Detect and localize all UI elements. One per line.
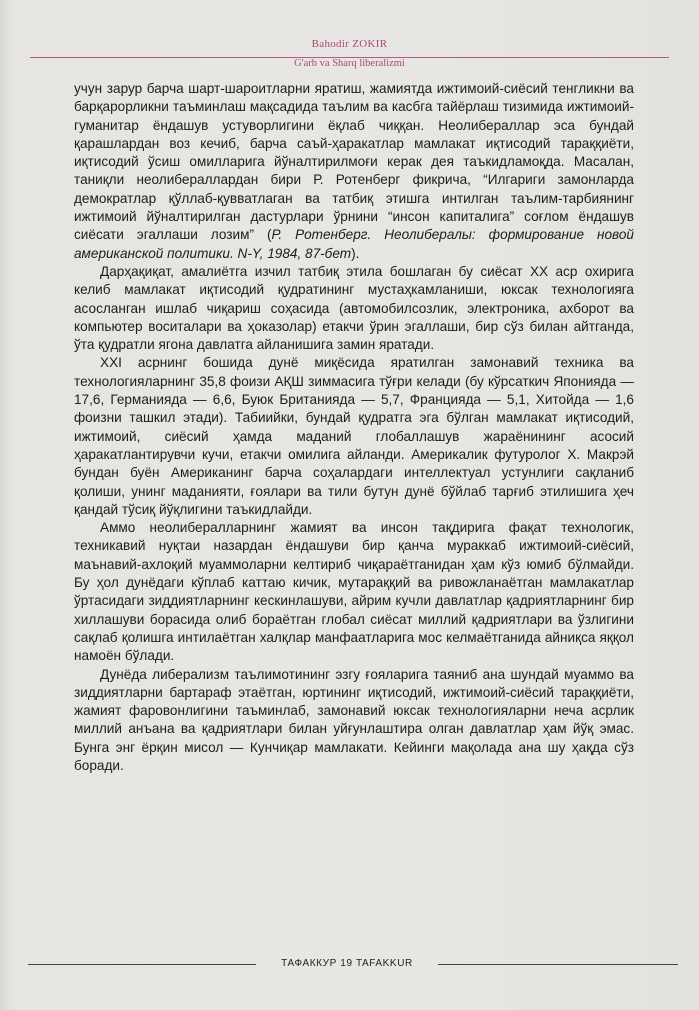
footer-rule-left: [28, 964, 256, 965]
footer-page-number: ТАФАККУР 19 TAFAKKUR: [281, 958, 413, 969]
header-author: Bahodir ZOKIR: [311, 38, 388, 50]
page-footer: [0, 957, 699, 971]
paragraph-5: Дунёда либерализм таълимотининг эзгу ғояларига таяниб ана шундай муаммо ва зиддиятларни бартараф этаётган, юртининг иқтисодий, ижтимоий-сиёсий тараққиёти, жамият фаровонлигини таъминлаб, замонавий юксак технологияларни неча асрлик миллий анъана ва қадриятлари билан уйғунлаштира олган давлатлар ҳам йўқ эмас. Бунга энг ёрқин мисол — Кунчиқар мамлакати. Кейинги мақолада ана шу ҳақда сўз боради.: [74, 666, 634, 773]
citation-close: ).: [351, 245, 360, 261]
paragraph-2: Дарҳақиқат, амалиётга изчил татбиқ этила бошлаган бу сиёсат XX аср охирига келиб мамлакат иқтисодий қудратининг мустаҳкамланиши, юксак технологияга асосланган ишлаб чиқариш соҳасида (автомобилсозлик, электроника, ахборот ва компьютер воситалари ва ҳоказолар) етакчи ўрин эгаллаши, бир сўз билан айтганда, ўта қудратли ягона давлатга айланишига замин яратади.: [74, 263, 634, 353]
running-header: [0, 38, 699, 70]
paragraph-1: [74, 80, 634, 263]
footer-rule-right: [438, 964, 678, 965]
paragraph-text: учун зарур барча шарт-шароитларни яратиш, жамиятда ижтимоий-сиёсий тенгликни ва барқарорликни таъминлаш мақсадида таълим ва касбга тайёрлаш тизимида ижтимоий-гуманитар ёндашув устуворлигини ёқлаб чиққан. Неолибераллар эса бундай қарашлардан воз кечиб, барча саъй-ҳаракатлар мамлакат иқтисодий тараққиёти, иқтисодий ўсиш омилларига йўналтирилмоғи керак дея таъкидламоқда. Масалан, таниқли неолибераллардан бири Р. Ротенберг фикрича, “Илгариги замонларда демократлар қўллаб-қувватлаган ва татбиқ этишга интилган таълим-тарбиянинг ижтимоий йўналтирилган дастурлари ўрнини “инсон капиталига” соғлом ёндашув сиёсати эгаллаши лозим” (: [74, 81, 634, 243]
header-subtitle: G'arb va Sharq liberalizmi: [294, 58, 405, 69]
header-divider: [30, 57, 669, 58]
paragraph-3: XXI асрнинг бошида дунё миқёсида яратилган замонавий техника ва технологияларнинг 35,8 фоизи АҚШ зиммасига тўғри келади (бу кўрсаткич Японияда — 17,6, Германияда — 6,6, Буюк Британияда — 5,7, Францияда — 5,1, Хитойда — 1,6 фоизни ташкил этади). Табиийки, бундай қудратга эга бўлган мамлакат иқтисодий, ижтимоий, сиёсий ҳамда маданий глобаллашув жараёнининг асосий ҳаракатлантирувчи кучи, етакчи омилига айланди. Америкалик футуролог Х. Макрэй бундан буён Американинг барча соҳалардаги интеллектуал устунлиги сақланиб қолиши, унинг маданияти, ғоялари ва тили бутун дунё бўйлаб тарғиб этилишига ҳеч қандай тўсиқ йўқлигини таъкидлайди.: [74, 355, 634, 517]
citation: Р. Ротенберг. Неолибералы: формирование новой американской политики. N-Y, 1984, 87-бет: [74, 227, 634, 261]
paragraph-4: Аммо неолибералларнинг жамият ва инсон тақдирига фақат технологик, техникавий нуқтаи назардан ёндашуви бир қанча мураккаб ижтимоий-сиёсий, маънавий-ахлоқий муаммоларни келтириб чиқараётганидан ҳам кўз юмиб бўлмайди. Бу ҳол дунёдаги кўплаб каттаю кичик, мутараққий ва ривожланаётган мамлакатлар ўртасидаги зиддиятларнинг кескинлашуви, айрим кучли давлатлар қадриятларнинг бир хиллашуви борасида олиб бораётган глобал сиёсат миллий қадриятлари ва ўзлигини сақлаб қолишга интилаётган халқлар манфаатларига мос келмаётганида айниқса яққол намоён бўлади.: [74, 520, 634, 664]
article-body: [74, 80, 634, 775]
